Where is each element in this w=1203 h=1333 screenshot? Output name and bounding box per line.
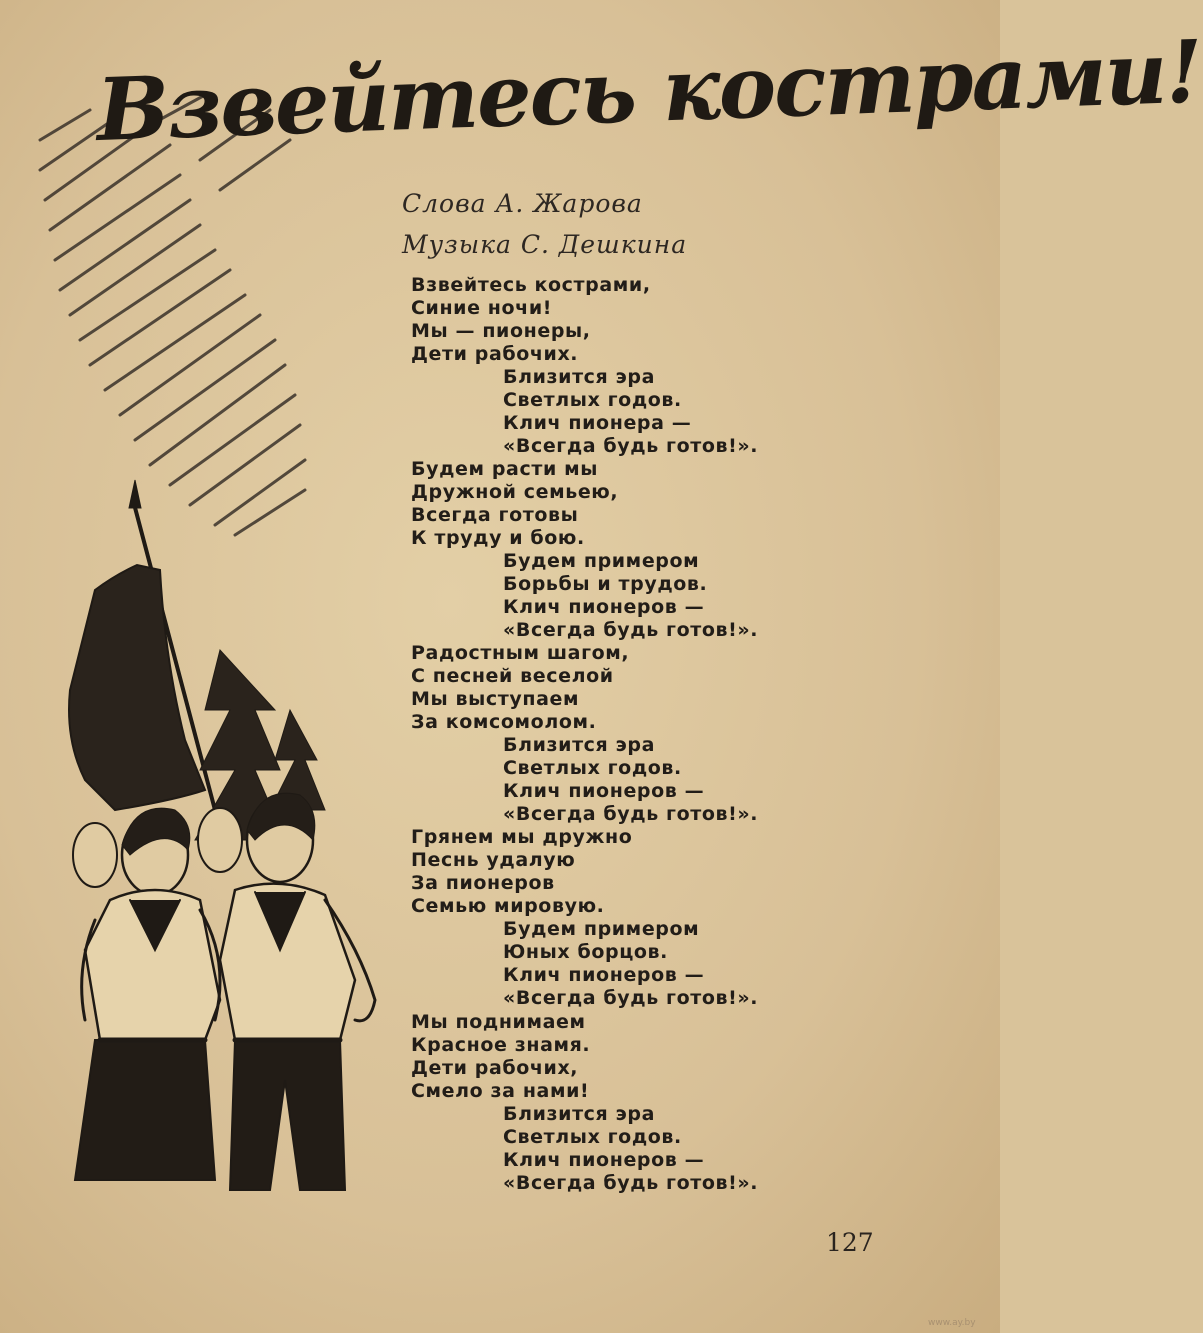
- decorative-hatching: [30, 100, 320, 540]
- lyric-line: Светлых годов.: [503, 389, 682, 412]
- lyric-line: С песней веселой: [411, 665, 614, 688]
- lyricist-credit: Слова А. Жарова: [402, 189, 643, 218]
- lyric-line: Мы поднимаем: [411, 1010, 586, 1033]
- lyric-line: За комсомолом.: [411, 711, 597, 734]
- lyric-line: Семью мировую.: [411, 895, 605, 918]
- lyric-line: Борьбы и трудов.: [503, 573, 708, 596]
- lyric-line: Будем примером: [503, 918, 700, 941]
- page-number: 127: [826, 1228, 874, 1257]
- lyric-line: Всегда готовы: [411, 504, 579, 527]
- lyric-line: Будем примером: [503, 550, 700, 573]
- lyric-line: «Всегда будь готов!».: [503, 1171, 759, 1194]
- lyric-line: Радостным шагом,: [411, 642, 630, 665]
- lyric-line: «Всегда будь готов!».: [503, 435, 759, 458]
- lyric-line: Мы — пионеры,: [411, 320, 591, 343]
- watermark: www.ay.by: [928, 1318, 976, 1328]
- lyric-line: Близится эра: [503, 366, 656, 389]
- composer-credit: Музыка С. Дешкина: [402, 230, 688, 259]
- lyric-line: Дети рабочих.: [411, 343, 579, 366]
- pioneers-illustration: [55, 480, 385, 1200]
- lyric-line: Светлых годов.: [503, 1125, 682, 1148]
- lyric-line: Юных борцов.: [503, 941, 668, 964]
- lyric-line: Красное знамя.: [411, 1033, 591, 1056]
- lyric-line: Смело за нами!: [411, 1079, 590, 1102]
- lyric-line: Клич пионеров —: [503, 780, 705, 803]
- song-lyrics: [411, 274, 831, 1195]
- lyric-line: За пионеров: [411, 872, 555, 895]
- lyric-line: К труду и бою.: [411, 527, 585, 550]
- song-title: Взвейтесь кострами!: [95, 21, 1203, 161]
- lyric-line: Грянем мы дружно: [411, 826, 633, 849]
- lyric-line: «Всегда будь готов!».: [503, 619, 759, 642]
- lyric-line: «Всегда будь готов!».: [503, 803, 759, 826]
- lyric-line: Клич пионеров —: [503, 1148, 705, 1171]
- lyric-line: Близится эра: [503, 1102, 656, 1125]
- lyric-line: Близится эра: [503, 734, 656, 757]
- lyric-line: Светлых годов.: [503, 757, 682, 780]
- lyric-line: Клич пионеров —: [503, 596, 705, 619]
- lyric-line: Синие ночи!: [411, 297, 553, 320]
- lyric-line: Мы выступаем: [411, 688, 580, 711]
- lyric-line: Будем расти мы: [411, 458, 598, 481]
- lyric-line: Дружной семьею,: [411, 481, 619, 504]
- lyric-line: Клич пионеров —: [503, 964, 705, 987]
- lyric-line: Взвейтесь кострами,: [411, 274, 651, 296]
- lyric-line: Песнь удалую: [411, 849, 576, 872]
- lyric-line: Клич пионера —: [503, 412, 692, 435]
- lyric-line: «Всегда будь готов!».: [503, 987, 759, 1010]
- lyric-line: Дети рабочих,: [411, 1056, 579, 1079]
